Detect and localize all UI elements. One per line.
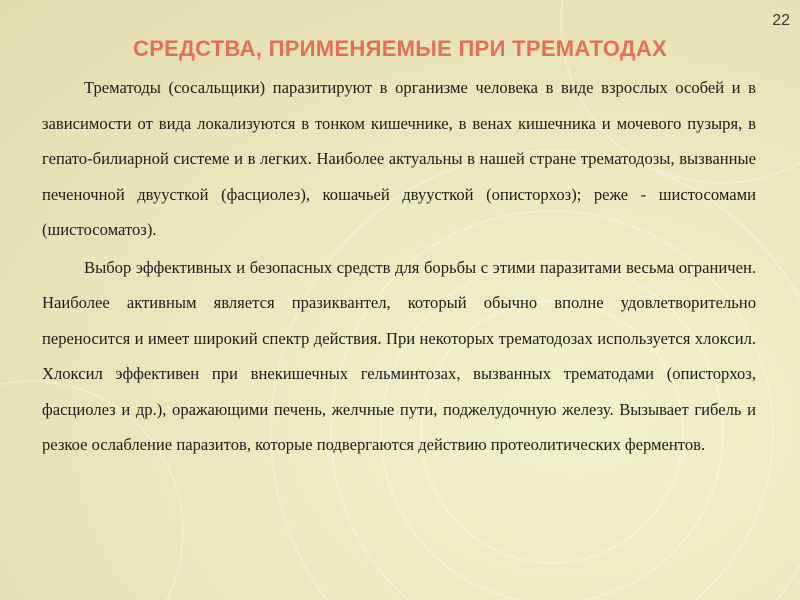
slide-body <box>42 70 756 463</box>
paragraph-trematodes: Трематоды (сосальщики) паразитируют в организме человека в виде взрослых особей и в зависимости от вида локализуются в тонком кишечнике, в венах кишечника и мочевого пузыря, в гепато-билиарной системе и в легких. Наиболее актуальны в нашей стране трематодозы, вызванные печеночной двуусткой (фасциолез), кошачьей двуусткой (описторхоз); реже - шистосомами (шистосоматоз). <box>42 78 756 239</box>
page-number: 22 <box>772 12 790 29</box>
slide-title: СРЕДСТВА, ПРИМЕНЯЕМЫЕ ПРИ ТРЕМАТОДАХ <box>133 36 667 61</box>
paragraph-treatment: Выбор эффективных и безопасных средств для борьбы с этими паразитами весьма ограничен. Наиболее активным является празиквантел, который обычно вполне удовлетворительно переносится и имеет широкий спектр действия. При некоторых трематодозах используется хлоксил. Хлоксил эффективен при внекишечных гельминтозах, вызванных трематодами (описторхоз, фасциолез и др.), оражающими печень, желчные пути, поджелудочную железу. Вызывает гибель и резкое ослабление паразитов, которые подвергаются действию протеолитических ферментов. <box>42 257 756 454</box>
